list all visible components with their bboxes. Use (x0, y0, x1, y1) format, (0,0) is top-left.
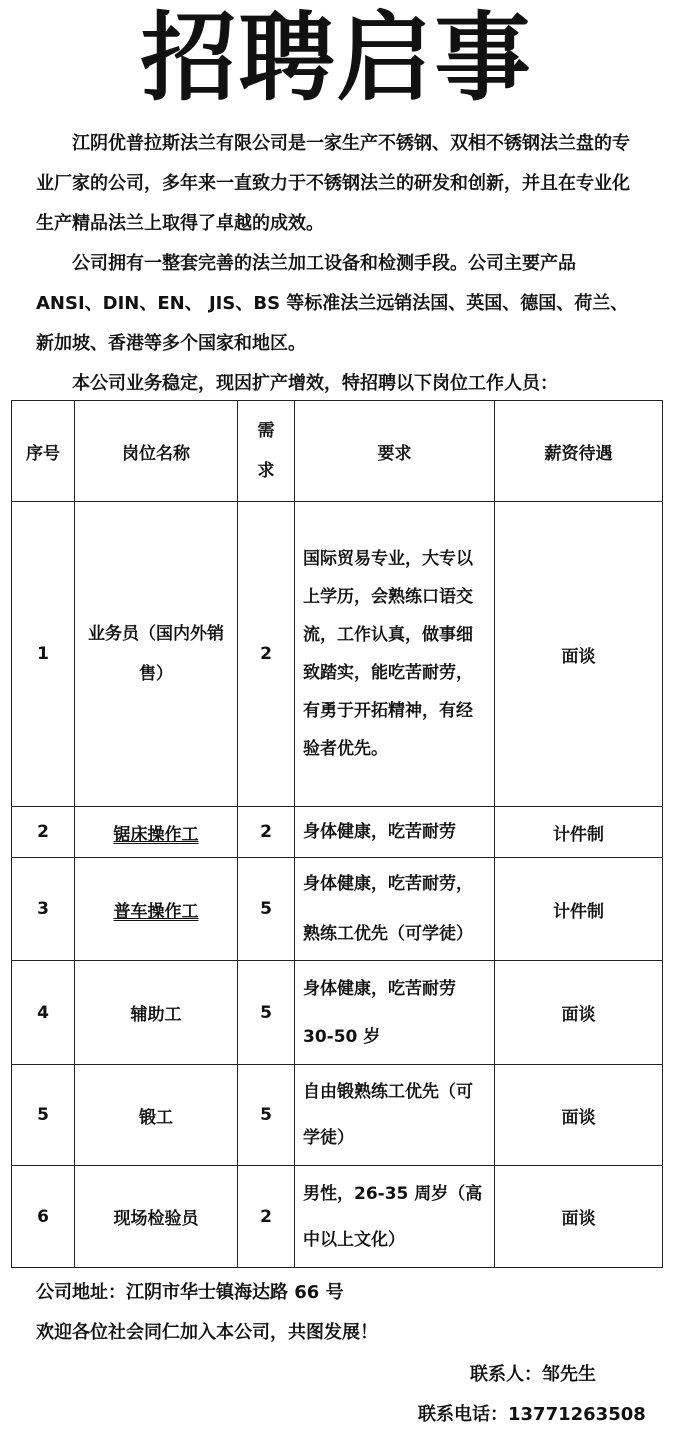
row-position (75, 807, 238, 858)
row-no: 2 (12, 807, 75, 858)
table-row (12, 858, 663, 961)
row-salary: 面谈 (495, 502, 663, 807)
row-demand: 5 (238, 1065, 295, 1166)
row-position-text: 锯床操作工 (113, 824, 199, 845)
table-row (12, 807, 663, 858)
row-demand: 5 (238, 858, 295, 961)
row-salary: 面谈 (495, 961, 663, 1065)
row-demand: 2 (238, 807, 295, 858)
table-row (12, 502, 663, 807)
header-demand: 需求 (238, 401, 295, 502)
row-position: 锻工 (75, 1065, 238, 1166)
table-row (12, 1166, 663, 1268)
contact-person: 联系人：邹先生 (470, 1364, 596, 1385)
row-demand: 5 (238, 961, 295, 1065)
row-position: 业务员（国内外销售） (75, 502, 238, 807)
welcome-message: 欢迎各位社会同仁加入本公司，共图发展！ (36, 1322, 378, 1343)
intro-paragraph-2: 公司拥有一整套完善的法兰加工设备和检测手段。公司主要产品 ANSI、DIN、EN、 JIS、BS 等标准法兰远销法国、英国、德国、荷兰、新加坡、香港等多个国家和地区。 (36, 253, 629, 354)
header-no: 序号 (12, 401, 75, 502)
row-requirement: 自由锻熟练工优先（可学徒） (295, 1065, 495, 1166)
contact-phone: 联系电话：13771263508 (418, 1404, 646, 1425)
row-requirement: 国际贸易专业，大专以上学历，会熟练口语交流，工作认真，做事细致踏实，能吃苦耐劳，有勇于开拓精神，有经验者优先。 (295, 502, 495, 807)
table-header-row (12, 401, 663, 502)
header-position: 岗位名称 (75, 401, 238, 502)
header-salary: 薪资待遇 (495, 401, 663, 502)
row-salary: 计件制 (495, 858, 663, 961)
intro-paragraph-1: 江阴优普拉斯法兰有限公司是一家生产不锈钢、双相不锈钢法兰盘的专业厂家的公司，多年来一直致力于不锈钢法兰的研发和创新，并且在专业化生产精品法兰上取得了卓越的成效。 (36, 133, 630, 234)
row-demand: 2 (238, 1166, 295, 1268)
table-row (12, 1065, 663, 1166)
row-requirement: 身体健康，吃苦耐劳，熟练工优先（可学徒） (295, 858, 495, 961)
row-requirement: 身体健康，吃苦耐劳 (295, 807, 495, 858)
row-salary: 计件制 (495, 807, 663, 858)
row-no: 5 (12, 1065, 75, 1166)
row-no: 4 (12, 961, 75, 1065)
row-requirement: 身体健康，吃苦耐劳 30-50 岁 (295, 961, 495, 1065)
row-salary: 面谈 (495, 1065, 663, 1166)
table-row (12, 961, 663, 1065)
row-demand: 2 (238, 502, 295, 807)
row-salary: 面谈 (495, 1166, 663, 1268)
header-requirement: 要求 (295, 401, 495, 502)
row-position (75, 858, 238, 961)
row-position: 现场检验员 (75, 1166, 238, 1268)
company-address: 公司地址：江阴市华士镇海达路 66 号 (36, 1282, 344, 1303)
row-no: 6 (12, 1166, 75, 1268)
intro-paragraph-3: 本公司业务稳定，现因扩产增效，特招聘以下岗位工作人员： (72, 373, 558, 394)
row-no: 1 (12, 502, 75, 807)
job-table (11, 400, 662, 1268)
row-position-text: 普车操作工 (113, 901, 199, 922)
row-no: 3 (12, 858, 75, 961)
row-position: 辅助工 (75, 961, 238, 1065)
intro-section (36, 124, 646, 404)
row-requirement: 男性，26-35 周岁（高中以上文化） (295, 1166, 495, 1268)
page-title: 招聘启事 (140, 2, 533, 114)
